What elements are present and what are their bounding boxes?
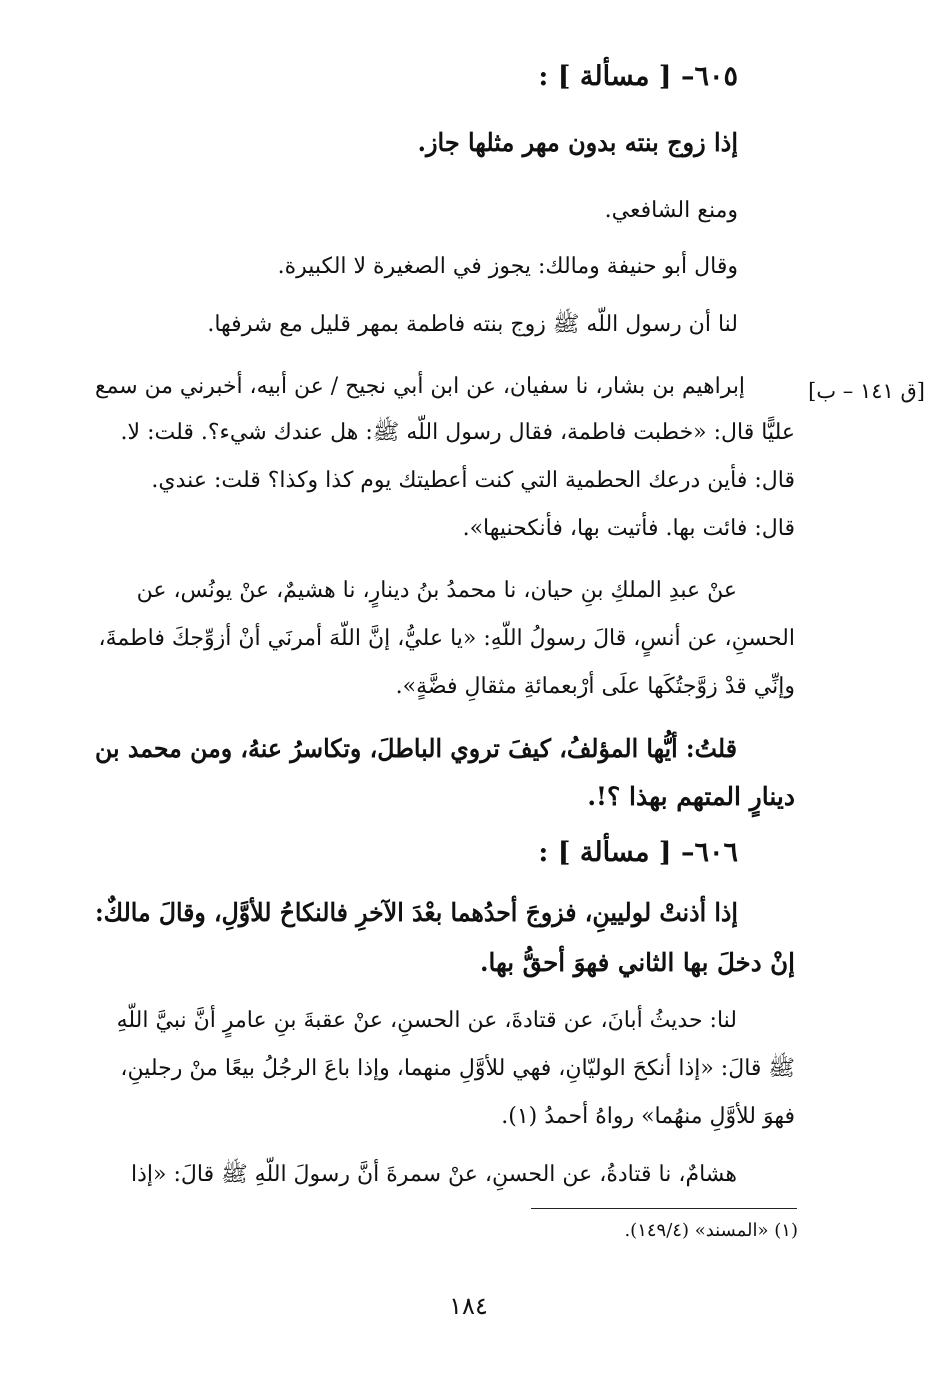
narration-line: عنْ عبدِ الملكِ بنِ حيان، نا محمدُ بنُ دينارٍ، نا هشيمٌ، عنْ يونُس، عن — [136, 578, 737, 603]
ruling-text: إنْ دخلَ بها الثاني فهوَ أحقُّ بها. — [479, 948, 795, 977]
page-number: ١٨٤ — [449, 1292, 488, 1320]
ruling-text: إذا زوج بنته بدون مهر مثلها جاز. — [417, 128, 738, 157]
narration-line: وإنِّي قدْ زوَّجتُكَها علَى أرْبعمائةِ مثقالِ فضَّةٍ». — [395, 674, 795, 699]
margin-note: [ق ١٤١ – ب] — [808, 379, 925, 403]
narration-line: لنا: حديثُ أبانَ، عن قتادةَ، عن الحسنِ، عنْ عقبةَ بنِ عامرٍ أنَّ نبيَّ اللّهِ — [116, 1008, 737, 1033]
narration-line: عليًّا قال: «خطبت فاطمة، فقال رسول اللّه ﷺ: هل عندك شيء؟. قلت: لا. — [120, 420, 795, 445]
narration-line: فهوَ للأوَّلِ منهُما» رواهُ أحمدُ (١). — [501, 1104, 795, 1129]
commentary-line: قلتُ: أيُّها المؤلفُ، كيفَ تروي الباطلَ، وتكاسرُ عنهُ، ومن محمد بن — [95, 734, 738, 763]
footnote: (١) «المسند» (١٤٩/٤). — [624, 1220, 798, 1241]
narration-line: الحسنِ، عن أنسٍ، قالَ رسولُ اللّهِ: «يا عليُّ، إنَّ اللّهَ أمرنَي أنْ أزوِّجكَ فاطمةَ، — [98, 626, 795, 651]
narration-line: قال: فأين درعك الحطمية التي كنت أعطيتك يوم كذا وكذا؟ قلت: عندي. — [151, 468, 795, 493]
text-line: لنا أن رسول اللّه ﷺ زوج بنته فاطمة بمهر قليل مع شرفها. — [207, 312, 738, 337]
section-heading: ٦٠٦– [ مسألة ] : — [538, 837, 738, 868]
ruling-text: إذا أذنتْ لوليينِ، فزوجَ أحدُهما بعْدَ الآخرِ فالنكاحُ للأوَّلِ، وقالَ مالكٌ: — [94, 898, 738, 927]
footnote-separator — [531, 1208, 797, 1209]
text-line: وقال أبو حنيفة ومالك: يجوز في الصغيرة لا الكبيرة. — [277, 254, 738, 279]
narration-line: قال: فائت بها. فأتيت بها، فأنكحنيها». — [462, 516, 795, 541]
narration-line: هشامٌ، نا قتادةُ، عن الحسنِ، عنْ سمرةَ أنَّ رسولَ اللّهِ ﷺ قالَ: «إذا — [131, 1162, 737, 1187]
narration-line: ﷺ قالَ: «إذا أنكحَ الوليّانِ، فهي للأوَّلِ منهما، وإذا باعَ الرجُلُ بيعًا منْ رجلينِ، — [120, 1056, 795, 1081]
narration-line: إبراهيم بن بشار، نا سفيان، عن ابن أبي نجيح / عن أبيه، أخبرني من سمع — [94, 374, 746, 399]
text-line: ومنع الشافعي. — [604, 198, 738, 223]
commentary-line: دينارٍ المتهم بهذا ؟!. — [587, 782, 795, 811]
section-heading: ٦٠٥– [ مسألة ] : — [538, 61, 738, 92]
